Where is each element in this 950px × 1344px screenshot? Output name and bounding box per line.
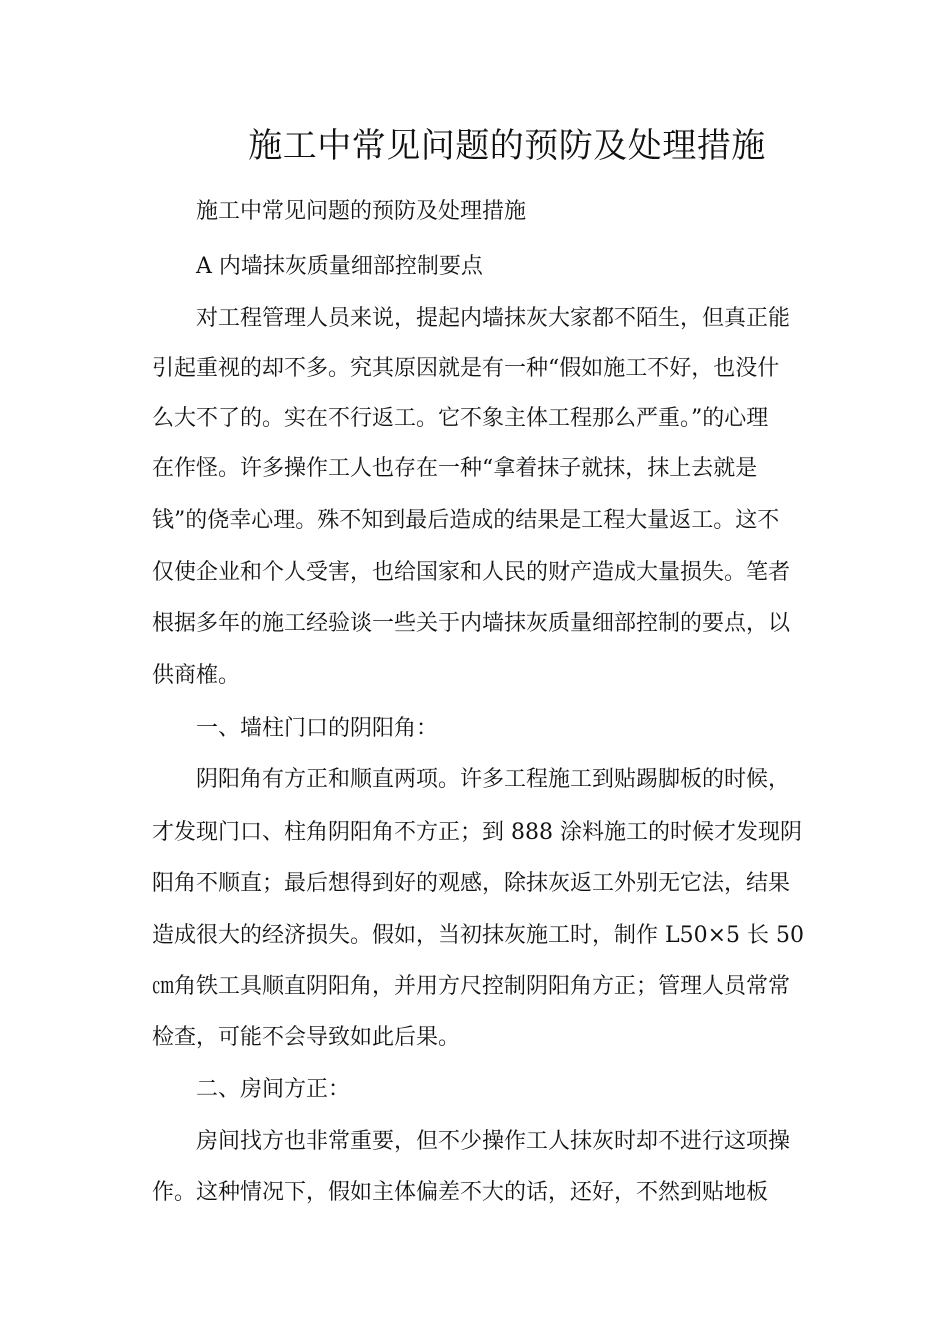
paragraph-line: 仅使企业和个人受害，也给国家和人民的财产造成大量损失。笔者 [152, 560, 791, 585]
paragraph-line: 根据多年的施工经验谈一些关于内墙抹灰质量细部控制的要点，以 [152, 611, 791, 636]
paragraph-line: 造成很大的经济损失。假如，当初抹灰施工时，制作 L50×5 长 50 [152, 923, 805, 948]
paragraph-line: 作。这种情况下，假如主体偏差不大的话，还好，不然到贴地板 [152, 1180, 769, 1205]
section-heading-1: 一、墙柱门口的阴阳角： [196, 716, 439, 741]
section-heading-2: 二、房间方正： [196, 1077, 351, 1102]
paragraph-line: 阳角不顺直；最后想得到好的观感，除抹灰返工外别无它法，结果 [152, 871, 791, 896]
paragraph-line: 对工程管理人员来说，提起内墙抹灰大家都不陌生，但真正能 [196, 306, 791, 331]
document-title: 施工中常见问题的预防及处理措施 [248, 126, 766, 166]
paragraph-line: 钱”的侥幸心理。殊不知到最后造成的结果是工程大量返工。这不 [152, 508, 780, 533]
section-heading-a: A 内墙抹灰质量细部控制要点 [196, 254, 483, 279]
paragraph-line: 在作怪。许多操作工人也存在一种“拿着抹子就抹，抹上去就是 [152, 456, 758, 481]
paragraph-line: 检查，可能不会导致如此后果。 [152, 1025, 461, 1050]
paragraph-line: 阴阳角有方正和顺直两项。许多工程施工到贴踢脚板的时候， [196, 767, 791, 792]
paragraph-line: 供商榷。 [152, 663, 241, 688]
paragraph-line: 才发现门口、柱角阴阳角不方正；到 888 涂料施工的时候才发现阴 [152, 820, 802, 845]
paragraph-line: 么大不了的。实在不行返工。它不象主体工程那么严重。”的心理 [152, 406, 769, 431]
subtitle-line: 施工中常见问题的预防及处理措施 [196, 199, 527, 224]
paragraph-line: 房间找方也非常重要，但不少操作工人抹灰时却不进行这项操 [196, 1129, 791, 1154]
paragraph-line: 引起重视的却不多。究其原因就是有一种“假如施工不好，也没什 [152, 356, 780, 381]
paragraph-line: ㎝角铁工具顺直阴阳角，并用方尺控制阴阳角方正；管理人员常常 [152, 974, 791, 999]
